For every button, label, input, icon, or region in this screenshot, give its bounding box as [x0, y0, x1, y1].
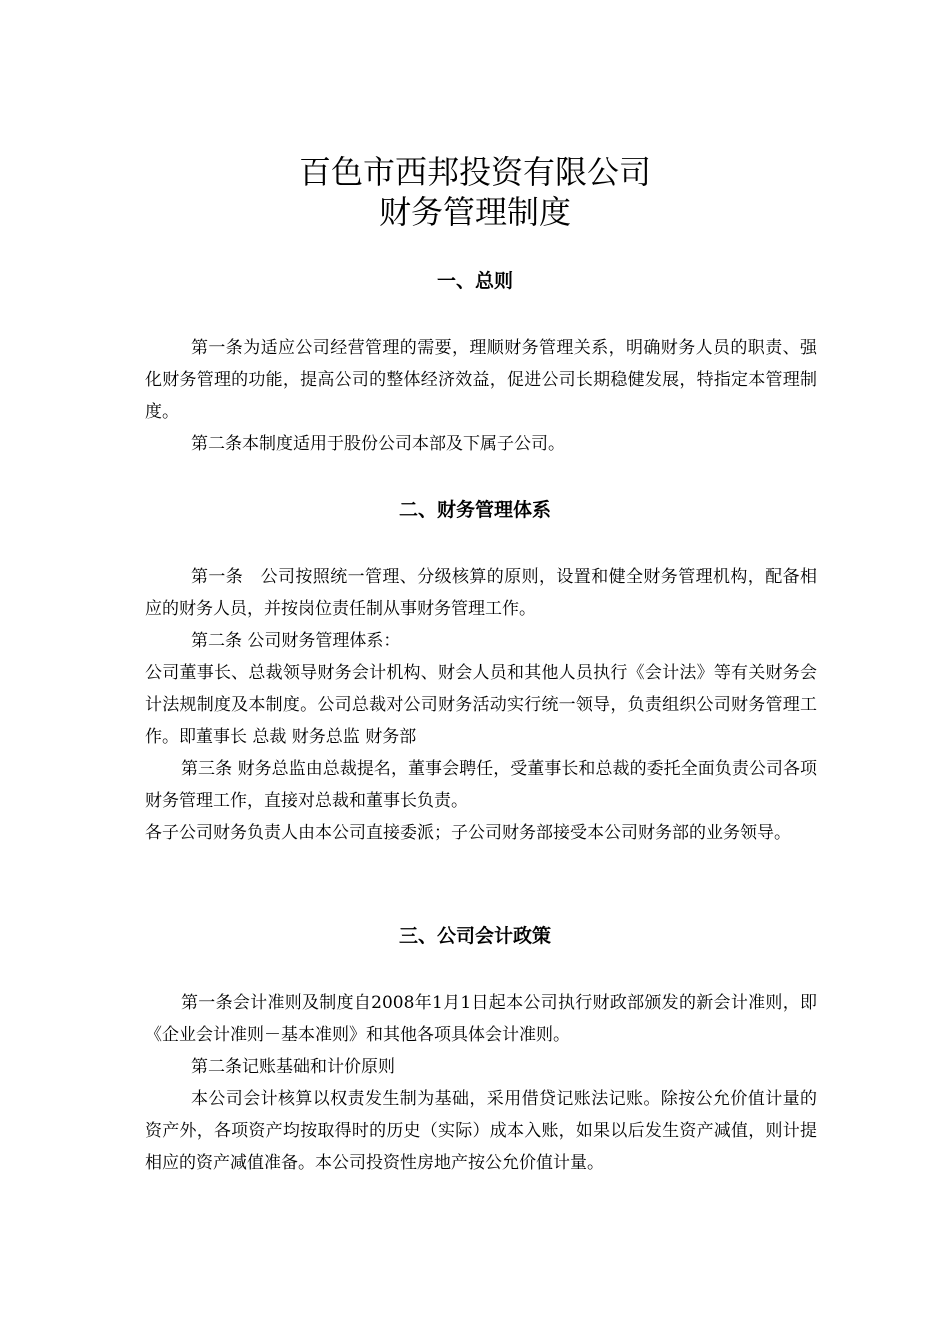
paragraph: 第一条 公司按照统一管理、分级核算的原则，设置和健全财务管理机构，配备相应的财务人员，并按岗位责任制从事财务管理工作。: [145, 567, 817, 619]
paragraph: 本公司会计核算以权责发生制为基础，采用借贷记账法记账。除按公允价值计量的资产外，各项资产均按取得时的历史（实际）成本入账，如果以后发生资产减值，则计提相应的资产减值准备。本公司投资性房地产按公允价值计量。: [145, 1089, 817, 1173]
paragraph: 第一条会计准则及制度自2008年1月1日起本公司执行财政部颁发的新会计准则，即《企业会计准则－基本准则》和其他各项具体会计准则。: [145, 993, 817, 1045]
document-title-line2: 财务管理制度: [378, 193, 571, 231]
section-heading-general: 一、总则: [436, 270, 513, 292]
paragraph: 第二条记账基础和计价原则: [191, 1057, 395, 1077]
section-heading-finance-system: 二、财务管理体系: [398, 499, 551, 521]
section-heading-accounting-policy: 三、公司会计政策: [398, 925, 551, 947]
paragraph: 第三条 财务总监由总裁提名，董事会聘任，受董事长和总裁的委托全面负责公司各项财务管理工作，直接对总裁和董事长负责。: [145, 759, 817, 811]
document-title-line1: 百色市西邦投资有限公司: [298, 153, 651, 191]
paragraph: 各子公司财务负责人由本公司直接委派；子公司财务部接受本公司财务部的业务领导。: [145, 823, 791, 843]
paragraph: 第二条 公司财务管理体系：: [191, 631, 401, 651]
paragraph: 公司董事长、总裁领导财务会计机构、财会人员和其他人员执行《会计法》等有关财务会计法规制度及本制度。公司总裁对公司财务活动实行统一领导，负责组织公司财务管理工作。即董事长 总裁 财务总监 财务部: [145, 663, 817, 747]
paragraph: 第二条本制度适用于股份公司本部及下属子公司。: [191, 434, 565, 454]
paragraph: 第一条为适应公司经营管理的需要，理顺财务管理关系，明确财务人员的职责、强化财务管理的功能，提高公司的整体经济效益，促进公司长期稳健发展，特指定本管理制度。: [145, 338, 817, 422]
